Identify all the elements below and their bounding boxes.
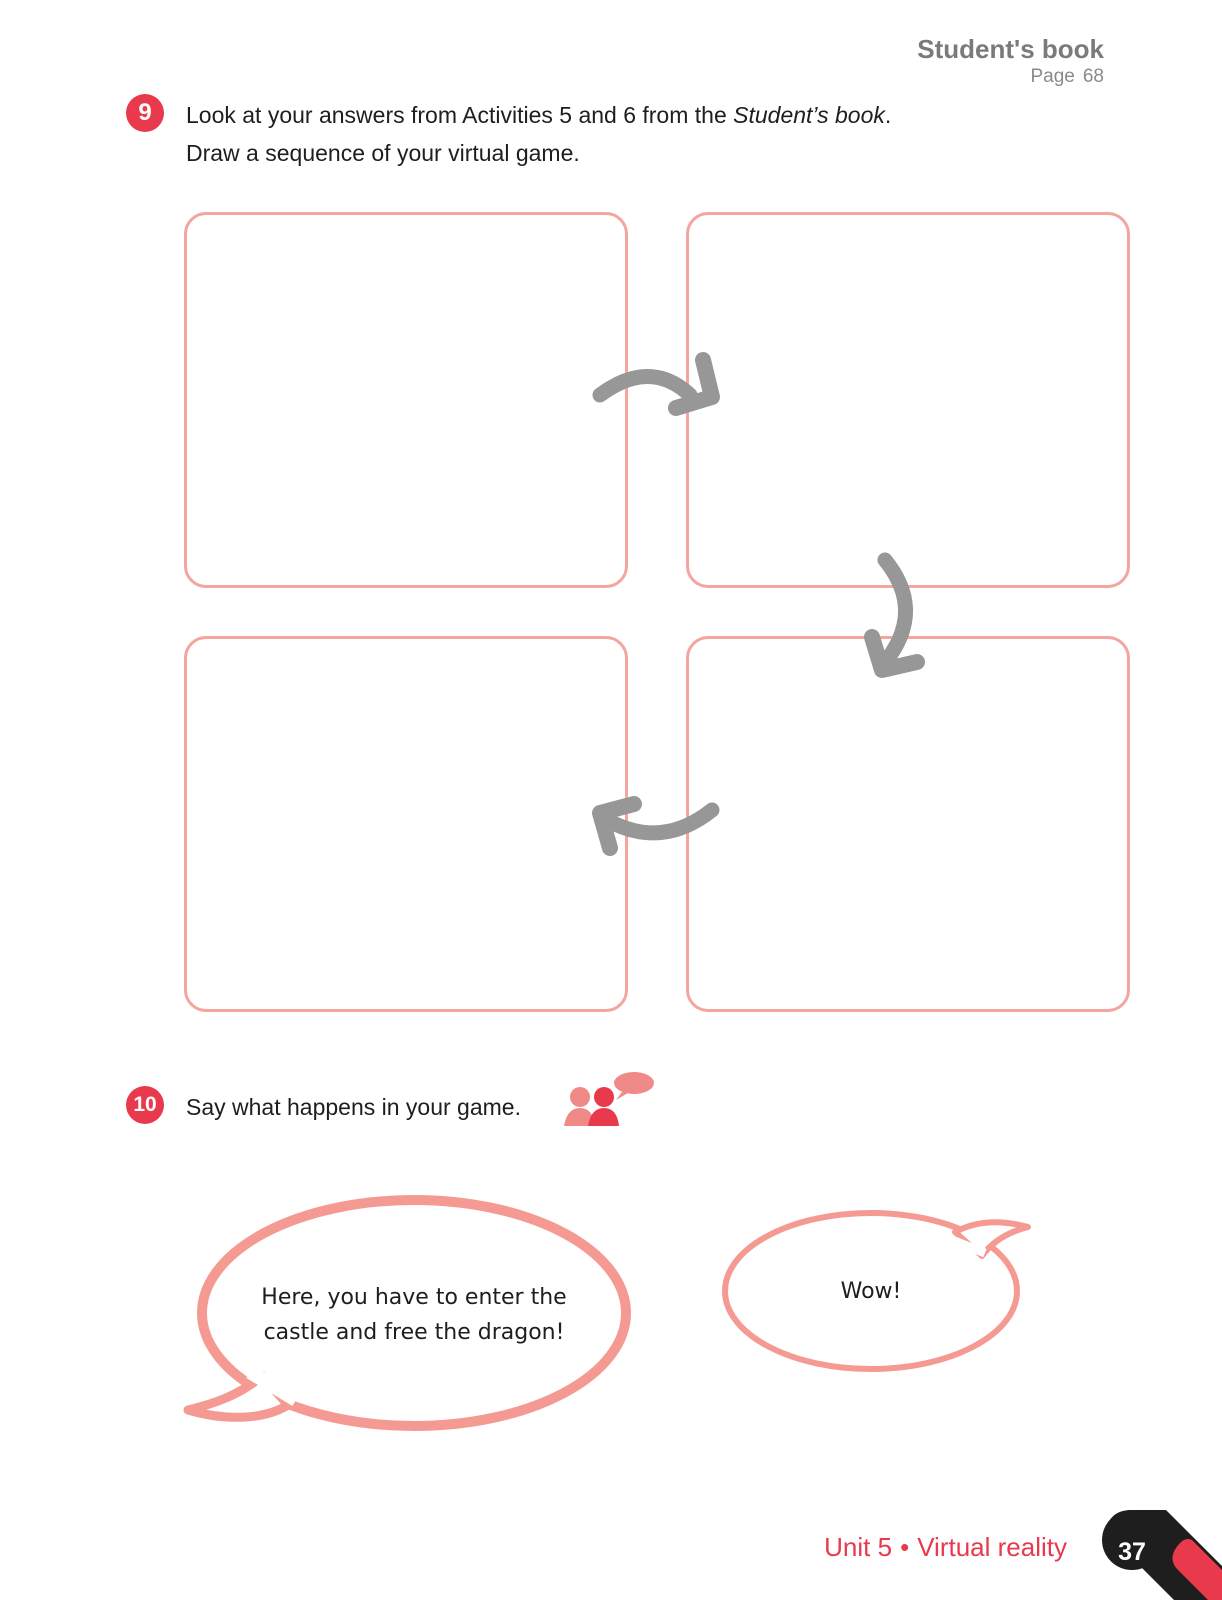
footer-separator: • [900, 1532, 910, 1562]
speech-bubble-left-text [224, 1280, 604, 1350]
activity-9-line-2: Draw a sequence of your virtual game. [186, 140, 580, 166]
speech-bubble-left-line-2: castle and free the dragon! [263, 1320, 565, 1345]
page-number: 37 [1118, 1538, 1146, 1566]
activity-9-book-title: Student’s book [733, 102, 885, 128]
speech-bubble-right-text: Wow! [840, 1279, 902, 1304]
activity-9-line-1-text: Look at your answers from Activities 5 and 6 from the [186, 102, 734, 128]
activity-10-badge: 10 [126, 1086, 164, 1124]
activity-10-instruction: Say what happens in your game. [186, 1094, 521, 1120]
activity-9-badge: 9 [126, 94, 164, 132]
footer-title: Virtual reality [917, 1532, 1067, 1562]
reference-page-number: 68 [1082, 66, 1104, 87]
footer-unit-label [824, 1532, 1067, 1563]
activity-9-line-1-end: . [884, 102, 892, 128]
reference-page-label: Page [1030, 66, 1075, 87]
reference-title: Student's book [917, 34, 1104, 64]
speech-bubble-left-line-1: Here, you have to enter the [261, 1285, 567, 1310]
footer-unit: Unit 5 [824, 1532, 893, 1562]
